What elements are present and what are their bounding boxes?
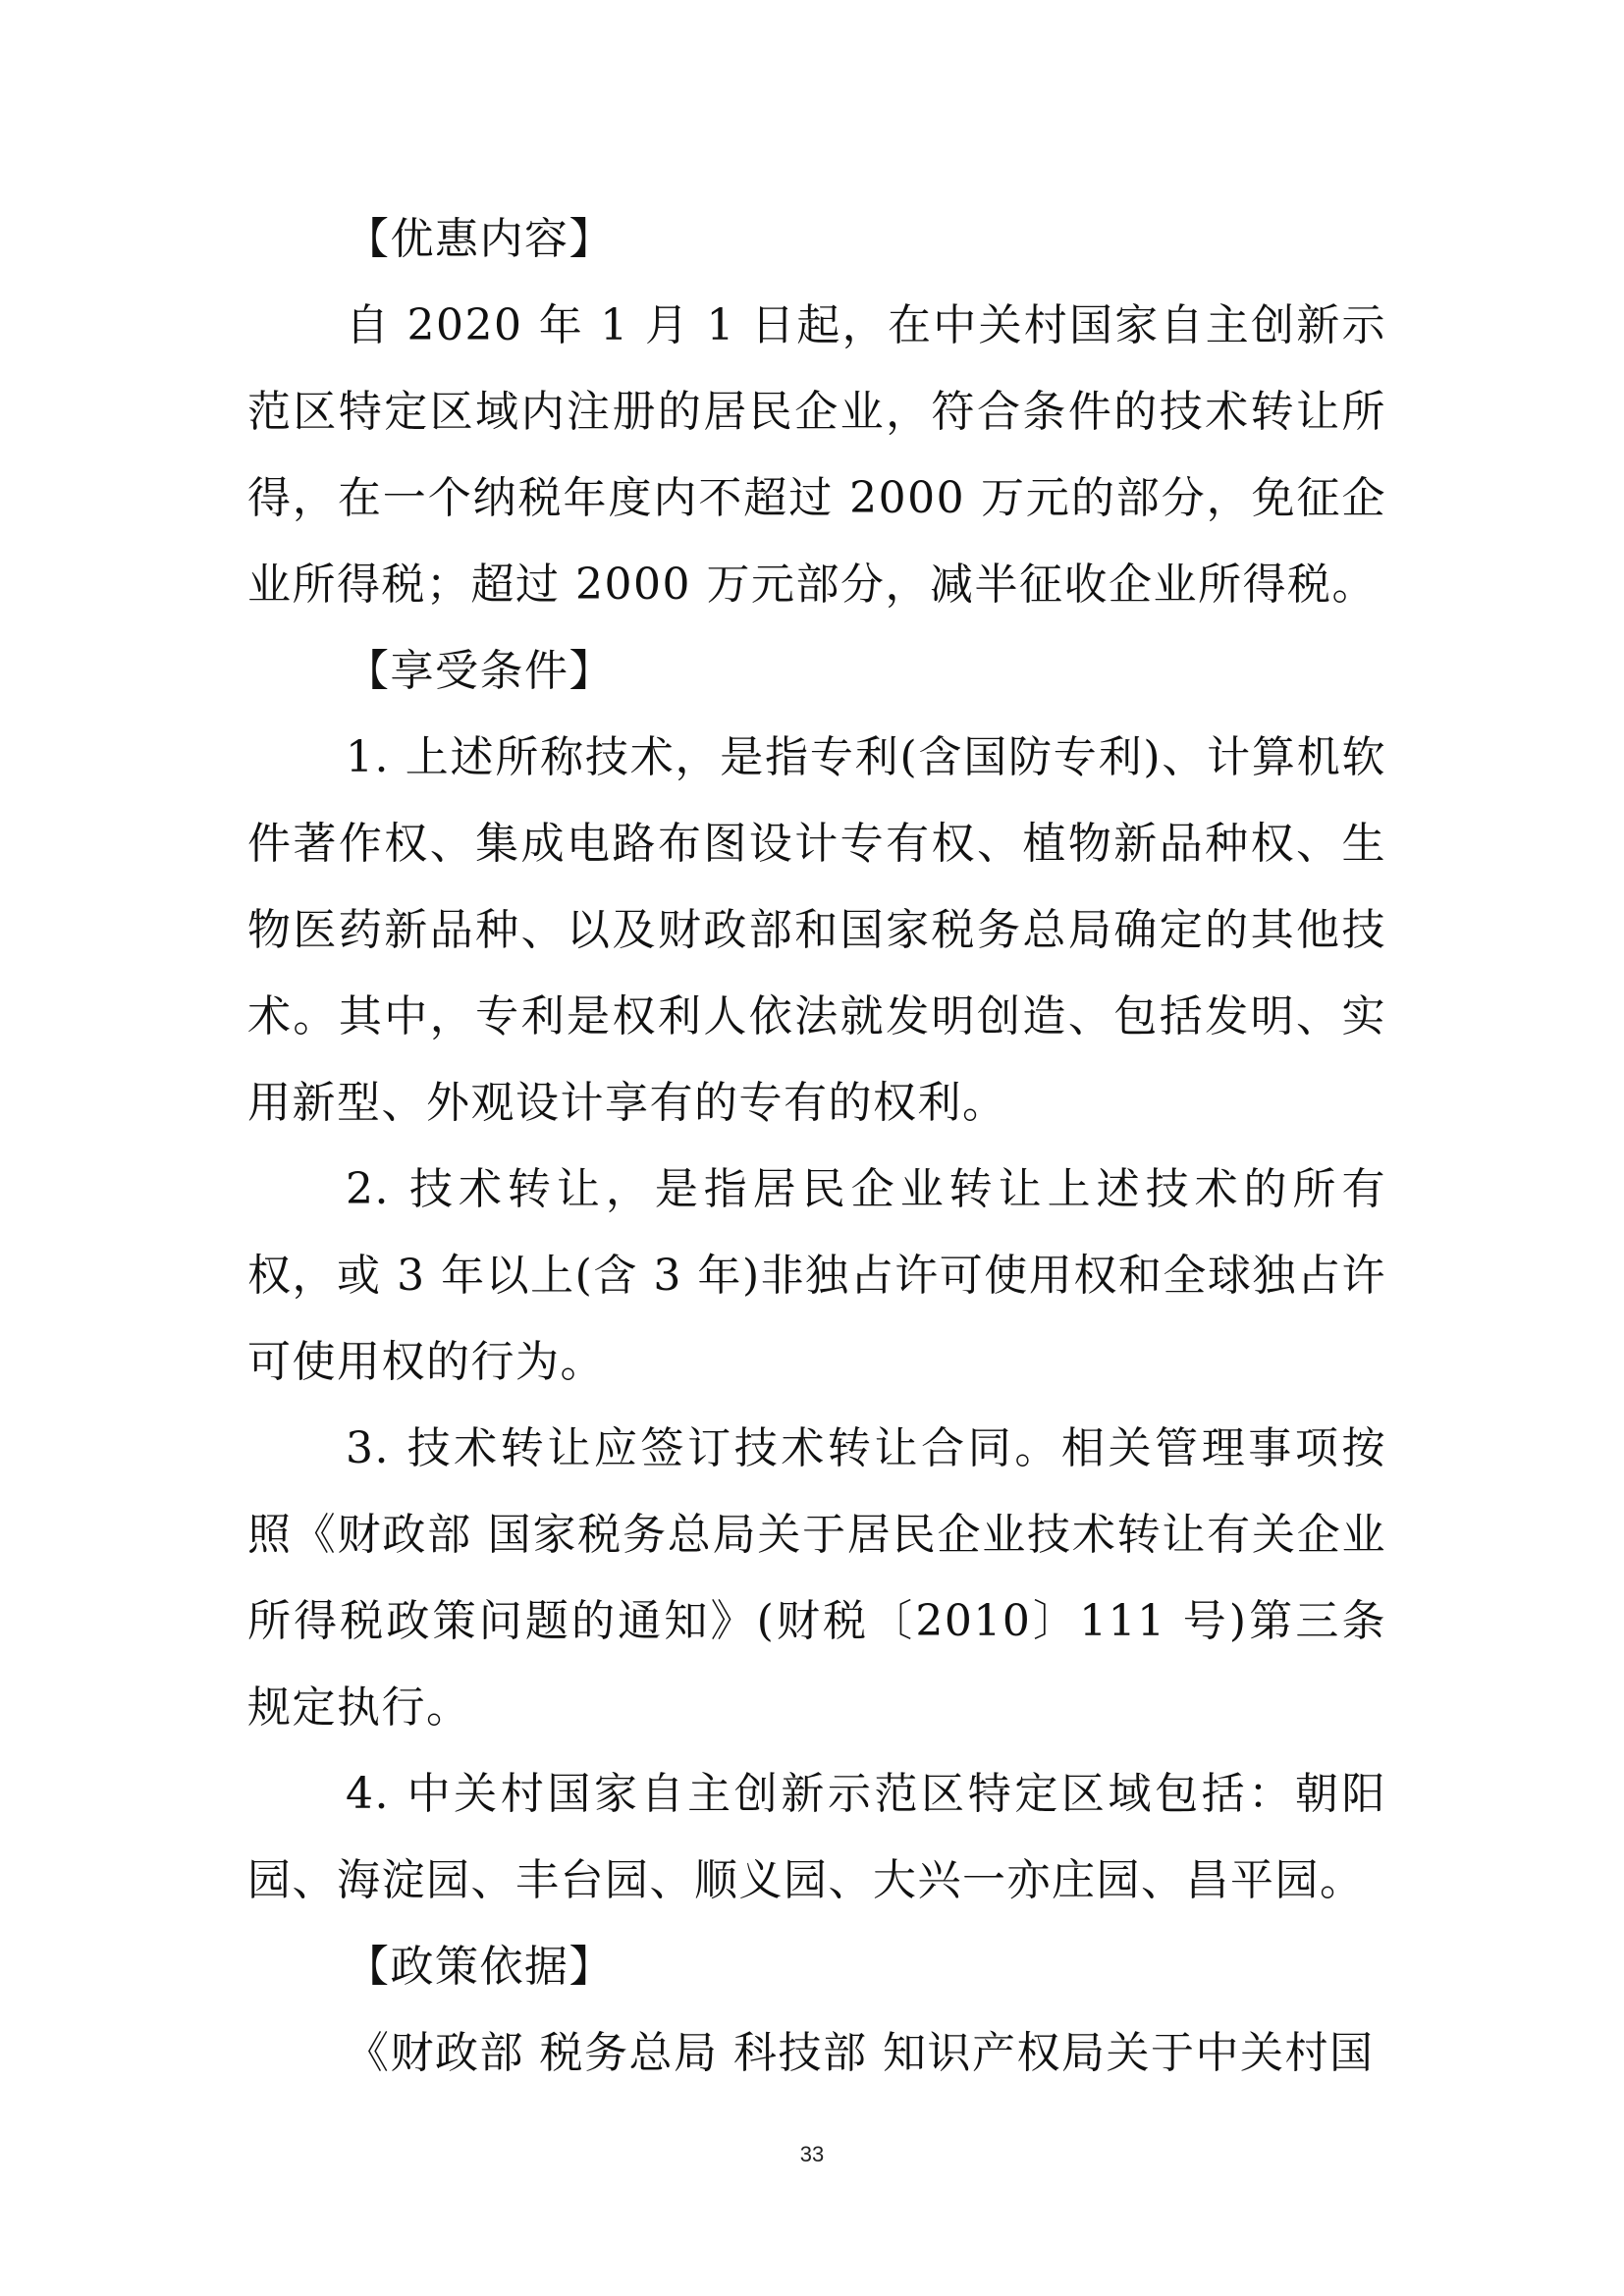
paragraph-policy-basis: 《财政部 税务总局 科技部 知识产权局关于中关村国 xyxy=(346,2028,1375,2078)
paragraph-condition-1: 1. 上述所称技术，是指专利(含国防专利)、计算机软件著作权、集成电路布图设计专有权、植物新品种权、生物医药新品种、以及财政部和国家税务总局确定的其他技术。其中，专利是权利人依法就发明创造、包括发明、实用新型、外观设计享有的专有的权利。 xyxy=(247,732,1386,1128)
page-number: 33 xyxy=(799,2142,825,2166)
section-heading-eligibility: 【享受条件】 xyxy=(346,646,614,696)
paragraph-preferential-content: 自 2020 年 1 月 1 日起，在中关村国家自主创新示范区特定区域内注册的居民企业，符合条件的技术转让所得，在一个纳税年度内不超过 2000 万元的部分，免征企业所得税；超过 2000 万元部分，减半征收企业所得税。 xyxy=(247,300,1386,610)
section-heading-preferential-content: 【优惠内容】 xyxy=(346,214,614,264)
section-heading-policy-basis: 【政策依据】 xyxy=(346,1942,614,1992)
document-body xyxy=(247,196,1386,2097)
paragraph-condition-3: 3. 技术转让应签订技术转让合同。相关管理事项按照《财政部 国家税务总局关于居民企业技术转让有关企业所得税政策问题的通知》(财税〔2010〕111 号)第三条规定执行。 xyxy=(247,1423,1386,1733)
paragraph-condition-4: 4. 中关村国家自主创新示范区特定区域包括：朝阳园、海淀园、丰台园、顺义园、大兴一亦庄园、昌平园。 xyxy=(247,1769,1386,1905)
paragraph-condition-2: 2. 技术转让，是指居民企业转让上述技术的所有权，或 3 年以上(含 3 年)非独占许可使用权和全球独占许可使用权的行为。 xyxy=(247,1164,1386,1387)
